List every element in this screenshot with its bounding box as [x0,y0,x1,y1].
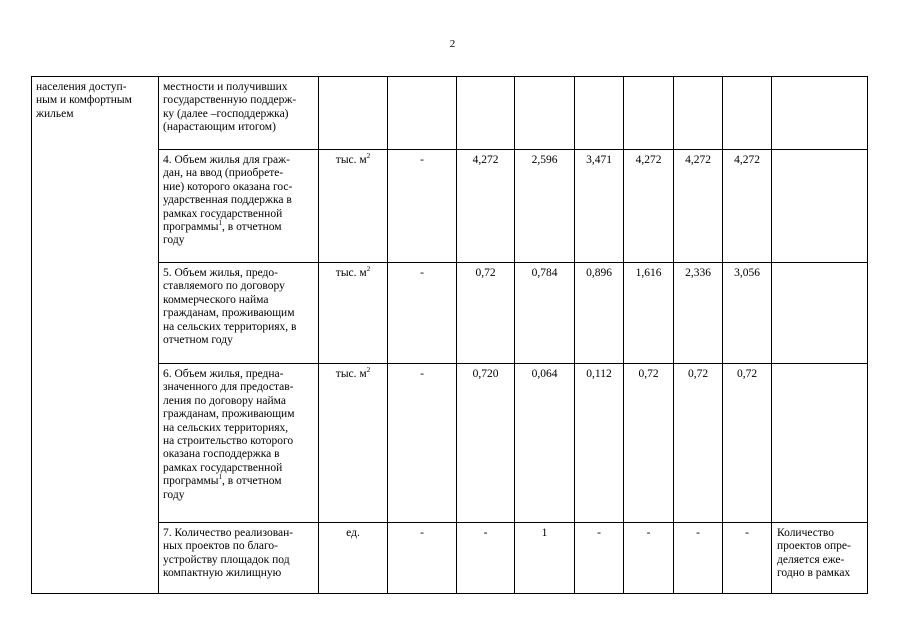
value-cell: 4,272 [624,150,674,263]
unit-cell: тыс. $м^2$ [319,150,388,263]
value-cell: - [624,523,674,594]
indicator-description: 5. Объем жилья, предо- ставляемого по договору коммерческого найма гражданам, проживающим на сельских территориях, в отчетном году [159,263,319,364]
indicator-description: 6. Объем жилья, предна- значенного для предостав- ления по договору найма гражданам, проживающим на сельских территориях, на строительство которого оказана господдержка в рамках государственной программы$^1$, в отчетном году [159,364,319,523]
value-cell [624,77,674,150]
value-cell: 0,784 [515,263,575,364]
value-cell: 2,336 [674,263,723,364]
value-cell: 3,471 [575,150,624,263]
unit-cell: тыс. $м^2$ [319,263,388,364]
unit-cell: тыс. $м^2$ [319,364,388,523]
value-cell [457,77,515,150]
value-cell: - [723,523,772,594]
value-cell: 0,112 [575,364,624,523]
value-cell [515,77,575,150]
indicator-description: 4. Объем жилья для граж- дан, на ввод (приобрете- ние) которого оказана гос- ударственная поддержка в рамках государственной программы$^1$, в отчетном году [159,150,319,263]
value-cell: - [575,523,624,594]
goal-cell-empty [32,523,159,594]
value-cell: 2,596 [515,150,575,263]
note-cell [772,150,868,263]
value-cell: 4,272 [723,150,772,263]
indicator-description: местности и получивших государственную поддерж- ку (далее –господдержка) (нарастающим итогом) [159,77,319,150]
value-cell: - [457,523,515,594]
value-cell: 4,272 [674,150,723,263]
note-cell [772,364,868,523]
indicators-table [31,76,868,594]
base-cell: - [388,364,457,523]
base-cell: - [388,263,457,364]
value-cell [575,77,624,150]
goal-text: населения доступ- ным и комфортным жильем [36,81,132,120]
unit-cell: ед. [319,523,388,594]
value-cell: 0,896 [575,263,624,364]
table-row [32,77,868,150]
goal-cell [32,77,159,523]
indicator-description: 7. Количество реализован- ных проектов по благо- устройству площадок под компактную жилищную [159,523,319,594]
value-cell: - [674,523,723,594]
value-cell: 0,72 [457,263,515,364]
value-cell: 0,72 [674,364,723,523]
value-cell [674,77,723,150]
value-cell: 1 [515,523,575,594]
unit-cell [319,77,388,150]
value-cell: 4,272 [457,150,515,263]
value-cell: 3,056 [723,263,772,364]
base-cell: - [388,523,457,594]
value-cell [723,77,772,150]
value-cell: 0,720 [457,364,515,523]
value-cell: 1,616 [624,263,674,364]
table-row [32,523,868,594]
page-number: 2 [449,38,456,50]
note-cell: Количество проектов опре- деляется еже- годно в рамках [772,523,868,594]
value-cell: 0,064 [515,364,575,523]
base-cell [388,77,457,150]
value-cell: 0,72 [723,364,772,523]
value-cell: 0,72 [624,364,674,523]
base-cell: - [388,150,457,263]
note-cell [772,263,868,364]
note-cell [772,77,868,150]
